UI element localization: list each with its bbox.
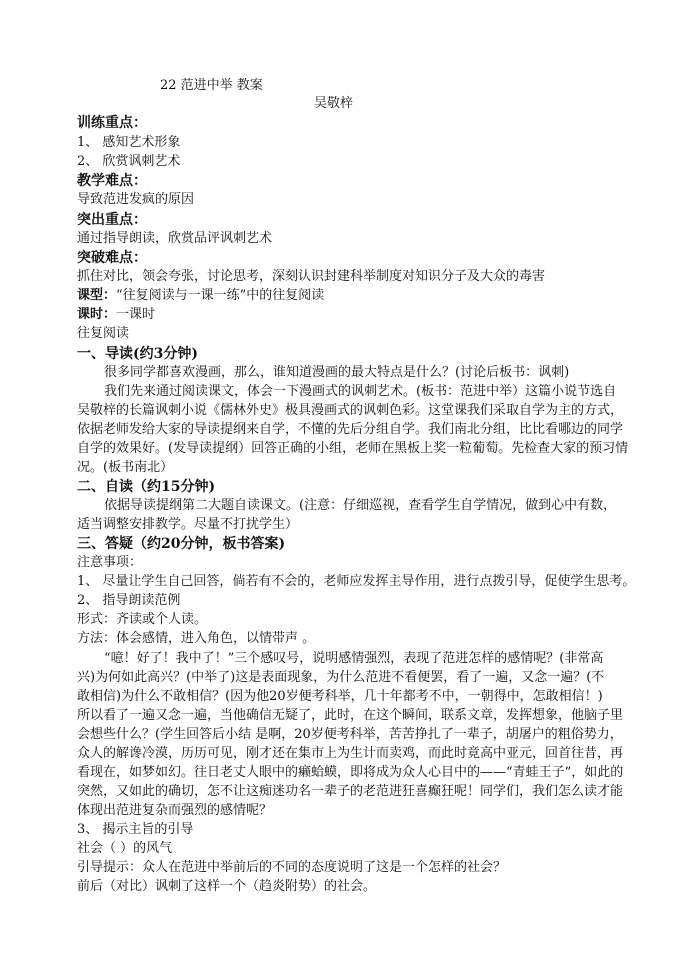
section-difficulty: 教学难点： [77,173,147,189]
period-label: 课时： [77,307,117,322]
society-blank: 社会（ ）的风气 [77,841,173,856]
highlight-text: 通过指导朗读，欣赏品评讽刺艺术 [77,231,273,246]
period-text: 一课时 [116,307,156,322]
note-item-1: 1、 尽量让学生自己回答，倘若有不会的，老师应发挥主导作用，进行点拨引导，促使学生思考。 [77,574,636,589]
lesson-period [77,306,155,324]
heading-guided-reading: 一、导读(约3分钟) [77,346,198,362]
heading-qa: 三、答疑（约20分钟，板书答案) [77,536,286,552]
qa-line1: “噫！好了！我中了！”三个感叹号，说明感情强烈，表现了范进怎样的感情呢？(非常高 [104,651,604,666]
para2-line2: 适当调整安排教学。尽量不打扰学生） [77,517,299,532]
para1-line1: 很多同学都喜欢漫画，那么，谁知道漫画的最大特点是什么？(讨论后板书：讽刺) [104,365,570,380]
contrast-answer: 前后（对比）讽刺了这样一个（趋炎附势）的社会。 [77,879,377,894]
qa-line4: 所以看了一遍又念一遍，当他确信无疑了，此时，在这个瞬间，联系文章，发挥想象，他脑子里 [77,708,624,723]
para1-line2: 我们先来通过阅读课文，体会一下漫画式的讽刺艺术。(板书：范进中举）这篇小说节选自 [104,384,617,399]
reading-mode: 往复阅读 [77,326,130,341]
difficulty-text: 导致范进发疯的原因 [77,192,195,207]
note-item-2: 2、 指导朗读范例 [77,593,181,608]
qa-line5: 会想些什么？(学生回答后小结 是啊，20岁便考科举，苦苦挣扎了一辈子，胡屠户的粗俗势力， [77,727,623,742]
qa-line7: 看现在，如梦如幻。往日老丈人眼中的癞蛤蟆，即将成为众人心目中的——“青蛙王子”，如此的 [77,765,624,780]
training-item-1: 1、 感知艺术形象 [77,135,181,150]
reading-method: 方法：体会感情，进入角色，以情带声 。 [77,631,316,646]
para1-line4: 依据老师发给大家的导读提纲来自学，不懂的先后分组自学。我们南北分组，比比看哪边的同学 [77,422,624,437]
section-highlight: 突出重点： [77,212,147,228]
doc-title: 22 范进中举 教案 [160,78,263,93]
qa-line8: 突然，又如此的确切，怎不让这痴迷功名一辈子的老范进狂喜癫狂呢！同学们，我们怎么读才能 [77,784,624,799]
doc-author: 吴敬梓 [314,96,354,111]
para1-line5: 自学的效果好。(发导读提纲）回答正确的小组，老师在黑板上奖一粒葡萄。先检查大家的预习情 [77,441,629,456]
qa-line2: 兴)为何如此高兴？(中举了)这是表面现象，为什么范进不看便罢，看了一遍，又念一遍？(不 [77,670,605,685]
lesson-type-label: 课型： [77,288,117,303]
guide-hint: 引导提示：众人在范进中举前后的不同的态度说明了这是一个怎样的社会？ [77,860,507,875]
section-breakthrough: 突破难点： [77,250,147,266]
lesson-type-text: “往复阅读与一课一练”中的往复阅读 [116,288,325,303]
note-item-3: 3、 揭示主旨的引导 [77,822,194,837]
para1-line6: 况。(板书南北） [77,460,174,475]
notes-label: 注意事项： [77,555,143,570]
qa-line9: 体现出范进复杂而强烈的感情呢？ [77,803,273,818]
lesson-type [77,287,324,305]
section-training-focus: 训练重点： [77,115,147,131]
para2-line1: 依据导读提纲第二大题自读课文。(注意：仔细巡视，查看学生自学情况，做到心中有数， [104,498,617,513]
para1-line3: 吴敬梓的长篇讽刺小说《儒林外史》极具漫画式的讽刺色彩。这堂课我们采取自学为主的方式， [77,403,624,418]
qa-line3: 敢相信)为什么不敢相信？(因为他20岁便考科举，几十年都考不中，一朝得中，怎敢相信！) [77,689,603,704]
training-item-2: 2、 欣赏讽刺艺术 [77,154,181,169]
heading-self-reading: 二、自读（约15分钟) [77,479,216,495]
breakthrough-text: 抓住对比，领会夸张，讨论思考，深刻认识封建科举制度对知识分子及大众的毒害 [77,269,546,284]
qa-line6: 众人的解谗冷漠，历历可见，刚才还在集市上为生计而卖鸡，而此时竟高中亚元，回首往昔，再 [77,746,624,761]
reading-form: 形式：齐读或个人读。 [77,612,208,627]
